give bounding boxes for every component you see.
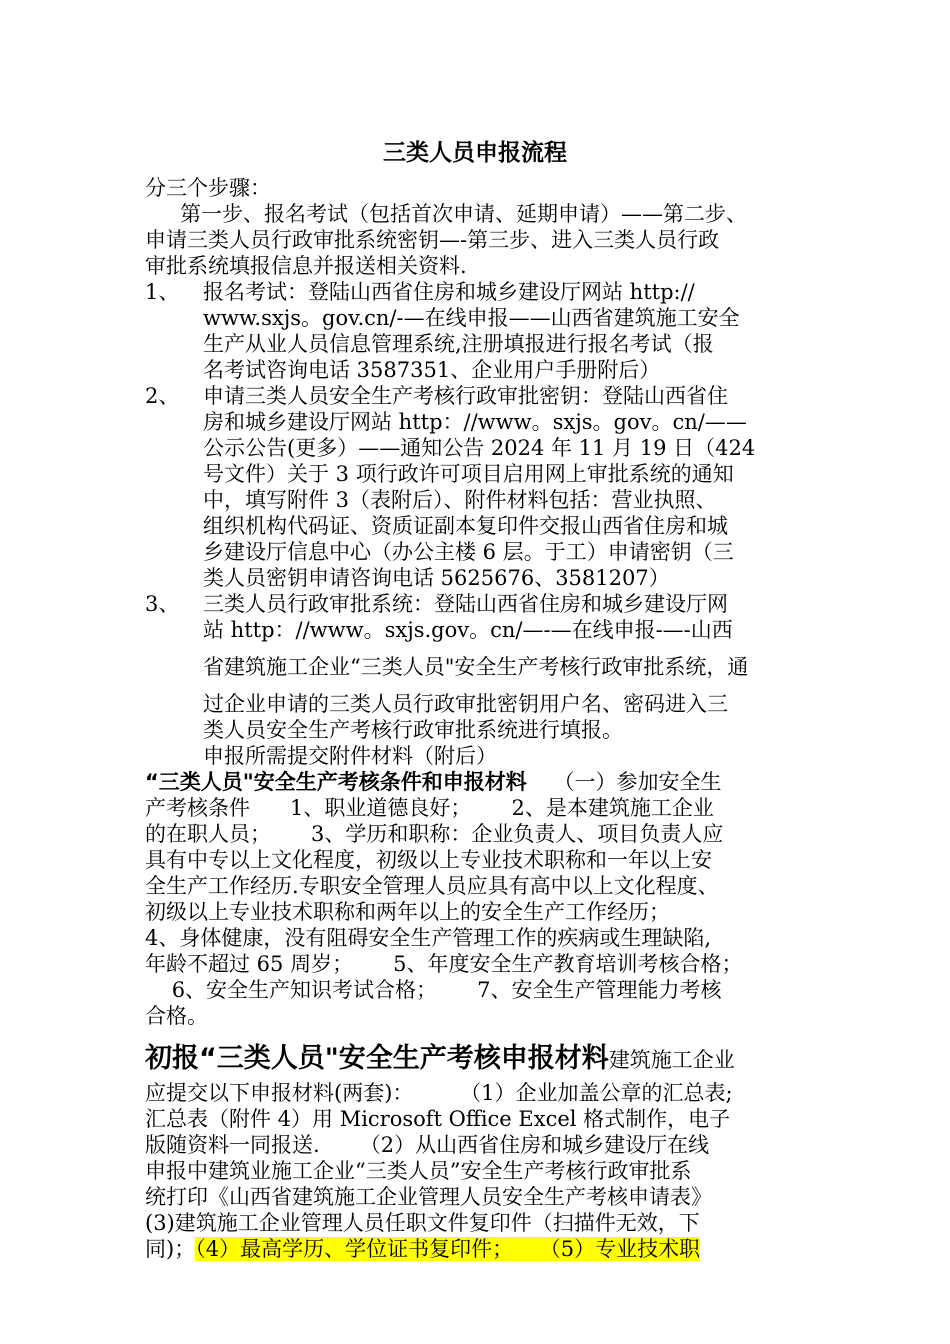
step1-line: 生产从业人员信息管理系统,注册填报进行报名考试（报 xyxy=(203,332,714,356)
conditions-line: 具有中专以上文化程度，初级以上专业技术职称和一年以上安 xyxy=(145,848,712,872)
highlighted-text: （4）最高学历、学位证书复印件； （5）专业技术职 xyxy=(195,1237,701,1261)
conditions-line: 4、身体健康，没有阻碍安全生产管理工作的疾病或生理缺陷, xyxy=(145,926,712,950)
conditions-line: 全生产工作经历.专职安全管理人员应具有高中以上文化程度、 xyxy=(145,874,719,898)
initial-first-line xyxy=(145,1042,735,1077)
overview-line: 申请三类人员行政审批系统密钥—-第三步、进入三类人员行政 xyxy=(145,228,720,252)
step2-line: 中，填写附件 3（表附后）、附件材料包括：营业执照、 xyxy=(203,488,717,512)
conditions-line: 初级以上专业技术职称和两年以上的安全生产工作经历； xyxy=(145,900,670,924)
initial-line-rest: 建筑施工企业 xyxy=(608,1048,735,1072)
initial-line: (3)建筑施工企业管理人员任职文件复印件（扫描件无效，下 xyxy=(145,1211,700,1235)
initial-line: 统打印《山西省建筑施工企业管理人员安全生产考核申请表》 xyxy=(145,1185,712,1209)
initial-line: 应提交以下申报材料(两套)： （1）企业加盖公章的汇总表; xyxy=(145,1081,733,1105)
step2-line: 公示公告(更多）——通知公告 2024 年 11 月 19 日（424 xyxy=(203,436,756,460)
initial-last-plain: 同)； xyxy=(145,1237,196,1261)
step2-line: 房和城乡建设厅网站 http：//www。sxjs。gov。cn/—— xyxy=(203,410,747,434)
step2-line: 乡建设厅信息中心（办公主楼 6 层。于工）申请密钥（三 xyxy=(203,540,734,564)
step2-line: 组织机构代码证、资质证副本复印件交报山西省住房和城 xyxy=(203,514,728,538)
document-title: 三类人员申报流程 xyxy=(383,140,567,166)
intro-text: 分三个步骤： xyxy=(145,176,271,200)
step2-line: 申请三类人员安全生产考核行政审批密钥：登陆山西省住 xyxy=(203,384,728,408)
conditions-line: 产考核条件 1、职业道德良好； 2、是本建筑施工企业 xyxy=(145,796,714,820)
conditions-heading: “三类人员"安全生产考核条件和申报材料 xyxy=(145,770,527,794)
overview-line: 审批系统填报信息并报送相关资料. xyxy=(145,254,467,278)
step3-line: 省建筑施工企业“三类人员"安全生产考核行政审批系统，通 xyxy=(203,655,749,679)
step1-line: 名考试咨询电话 3587351、企业用户手册附后） xyxy=(203,358,661,382)
step-number: 3、 xyxy=(145,592,180,616)
step3-line: 申报所需提交附件材料（附后） xyxy=(203,744,497,768)
step3-line: 三类人员行政审批系统：登陆山西省住房和城乡建设厅网 xyxy=(203,592,728,616)
step2-line: 号文件）关于 3 项行政许可项目启用网上审批系统的通知 xyxy=(203,462,734,486)
conditions-line: 年龄不超过 65 周岁； 5、年度安全生产教育培训考核合格； xyxy=(145,952,743,976)
initial-last-line xyxy=(145,1236,700,1262)
step3-line: 类人员安全生产考核行政审批系统进行填报。 xyxy=(203,718,623,742)
step3-line: 过企业申请的三类人员行政审批密钥用户名、密码进入三 xyxy=(203,692,728,716)
initial-line: 版随资料一同报送. （2）从山西省住房和城乡建设厅在线 xyxy=(145,1133,710,1157)
conditions-line-rest: （一）参加安全生 xyxy=(553,770,722,794)
step1-line: www.sxjs。gov.cn/-—在线申报——山西省建筑施工安全 xyxy=(203,306,740,330)
step-number: 2、 xyxy=(145,384,180,408)
step-number: 1、 xyxy=(145,280,180,304)
overview-line: 第一步、报名考试（包括首次申请、延期申请）——第二步、 xyxy=(180,202,747,226)
step1-line: 报名考试：登陆山西省住房和城乡建设厅网站 http:// xyxy=(203,280,695,304)
step2-line: 类人员密钥申请咨询电话 5625676、3581207） xyxy=(203,566,670,590)
initial-line: 汇总表（附件 4）用 Microsoft Office Excel 格式制作，电子 xyxy=(145,1107,731,1131)
conditions-line: 合格。 xyxy=(145,1004,208,1028)
conditions-first-line xyxy=(145,769,721,795)
initial-heading: 初报“三类人员"安全生产考核申报材料 xyxy=(145,1043,609,1074)
initial-line: 申报中建筑业施工企业“三类人员”安全生产考核行政审批系 xyxy=(145,1159,692,1183)
conditions-line: 6、安全生产知识考试合格； 7、安全生产管理能力考核 xyxy=(145,978,722,1002)
conditions-line: 的在职人员； 3、学历和职称：企业负责人、项目负责人应 xyxy=(145,822,724,846)
step3-line: 站 http：//www。sxjs.gov。cn/—-—在线申报-—-山西 xyxy=(203,618,733,642)
